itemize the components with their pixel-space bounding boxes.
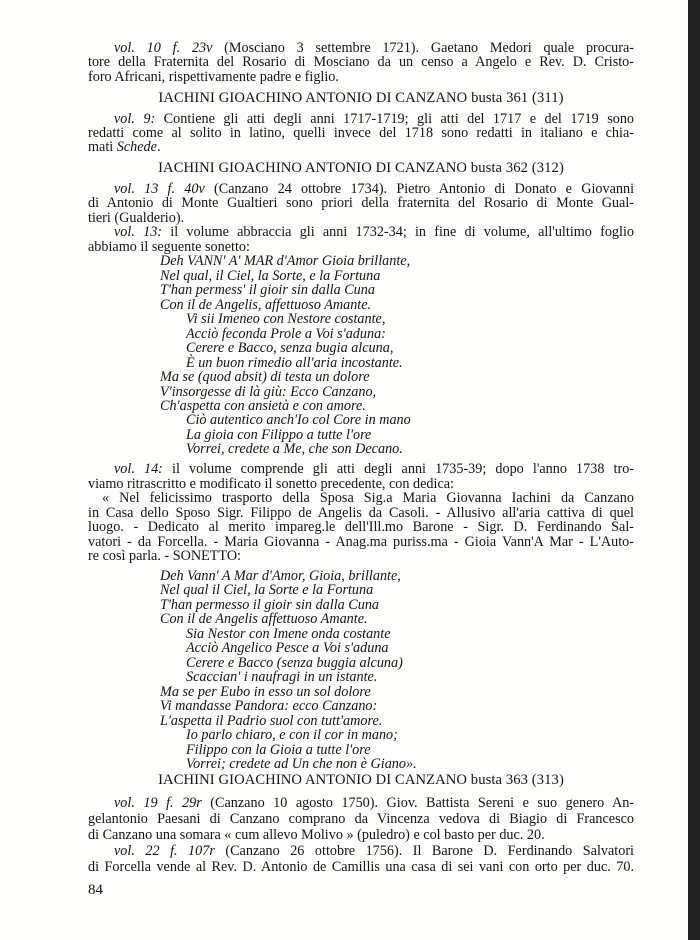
text-line: di Forcella vende al Rev. D. Antonio de Camillis una casa di sei vani con orto per duc. 70. <box>88 859 634 875</box>
poem-line: L'aspetta il Padrio suol con tutt'amore. <box>160 712 383 729</box>
volume-reference: vol. 19 f. 29r <box>114 795 202 811</box>
text-line: di Canzano una somara « cum allevo Molivo » (puledro) e col basto per duc. 20. <box>88 827 545 843</box>
section-heading: IACHINI GIOACHINO ANTONIO DI CANZANO busta 362 (312) <box>158 160 564 177</box>
section-heading: IACHINI GIOACHINO ANTONIO DI CANZANO busta 361 (311) <box>158 89 564 106</box>
text-line: vol. 9: Contiene gli atti degli anni 1717-1719; gli atti del 1717 e del 1719 sono <box>114 110 635 127</box>
text-line: in Casa dello Sposo Sigr. Filippo de Angelis da Casoli. - Allusivo all'aria cattiva di quel <box>88 504 634 521</box>
text-line: tieri (Gualderio). <box>88 209 185 226</box>
volume-reference: vol. 9: <box>114 110 156 127</box>
poem-line: Vorrei, credete a Me, che son Decano. <box>186 441 403 458</box>
poem-line: Con il de Angelis affettuoso Amante. <box>160 611 368 628</box>
text-line: vol. 14: il volume comprende gli atti degli anni 1735-39; dopo l'anno 1738 tro- <box>114 461 635 478</box>
poem-line: Deh VANN' A' MAR d'Amor Gioia brillante, <box>160 253 411 270</box>
text-line: mati Schede. <box>88 139 161 156</box>
poem-line: Con il de Angelis, affettuoso Amante. <box>160 296 372 313</box>
text-line: di Antonio di Monte Gualtieri sono priori della fraternita del Rosario di Monte Gual- <box>88 195 634 212</box>
section-heading: IACHINI GIOACHINO ANTONIO DI CANZANO busta 363 (313) <box>158 772 564 788</box>
page-edge-shadow <box>688 0 700 940</box>
poem-line: Sia Nestor con Imene onda costante <box>186 625 391 642</box>
poem-line: Vorrei; credete ad Un che non è Giano». <box>186 756 417 772</box>
volume-reference: vol. 10 f. 23v <box>114 40 213 56</box>
poem-line: V'insorgesse di là giù: Ecco Canzano, <box>160 383 377 400</box>
volume-reference: vol. 13: <box>114 224 163 241</box>
poem-line: È un buon rimedio all'aria incostante. <box>186 354 403 371</box>
poem-line: Ma se (quod absit) di testa un dolore <box>160 369 370 386</box>
poem-line: Ma se per Eubo in esso un sol dolore <box>160 683 371 700</box>
text-line: redatti come al solito in latino, quelli invece del 1718 sono redatti in italiano e chia- <box>88 124 634 141</box>
poem-line: Io parlo chiaro, e con il cor in mano; <box>186 727 398 744</box>
poem-line: Nel qual, il Ciel, la Sorte, e la Fortuna <box>160 267 381 284</box>
poem-line: La gioia con Filippo a tutte l'ore <box>186 426 372 443</box>
volume-reference: vol. 14: <box>114 461 163 478</box>
text-line: vol. 22 f. 107r (Canzano 26 ottobre 1756). Il Barone D. Ferdinando Salvatori <box>114 843 634 859</box>
page-number: 84 <box>88 882 103 898</box>
text-line: re così parla. - SONETTO: <box>88 548 242 565</box>
text-line: luogo. - Dedicato al merito impareg.le dell'Ill.mo Barone - Sigr. D. Ferdinando Sal- <box>88 519 634 536</box>
poem-line: Vi mandasse Pandora: ecco Canzano: <box>160 698 378 715</box>
text-line: vol. 13: il volume abbraccia gli anni 1732-34; in fine di volume, all'ultimo foglio <box>114 224 634 241</box>
text-line: vol. 19 f. 29r (Canzano 10 agosto 1750). Giov. Battista Sereni e suo genero An- <box>114 795 635 811</box>
text-line: abbiamo il seguente sonetto: <box>88 238 250 255</box>
text-line: foro Africani, rispettivamente padre e figlio. <box>88 68 339 85</box>
poem-line: Cerere e Bacco (senza buggia alcuna) <box>186 654 403 671</box>
text-line: viamo ritrascritto e modificato il sonetto precedente, con dedica: <box>88 475 454 492</box>
text-line: tore della Fraternita del Rosario di Mosciano da un censo a Angelo e Rev. D. Cristo- <box>88 54 634 71</box>
poem-line: Filippo con la Gioia a tutte l'ore <box>186 741 371 758</box>
poem-line: Acciò feconda Prole a Voi s'aduna: <box>186 325 386 342</box>
poem-line: Deh Vann' A Mar d'Amor, Gioia, brillante, <box>160 567 401 584</box>
poem-line: T'han permesso il gioir sin dalla Cuna <box>160 596 380 613</box>
poem-line: Scaccian' i naufragi in un istante. <box>186 669 378 686</box>
text-line: vol. 10 f. 23v (Mosciano 3 settembre 1721). Gaetano Medori quale procura- <box>114 40 635 56</box>
poem-line: Ciò autentico anch'Io col Core in mano <box>186 412 411 429</box>
poem-line: Cerere e Bacco, senza bugia alcuna, <box>186 340 394 357</box>
poem-line: Acciò Angelico Pesce a Voi s'aduna <box>186 640 389 657</box>
text-line: vol. 13 f. 40v (Canzano 24 ottobre 1734). Pietro Antonio di Donato e Giovanni <box>114 181 635 198</box>
poem-line: Ch'aspetta con ansietà e con amore. <box>160 398 366 414</box>
volume-reference: vol. 13 f. 40v <box>114 181 205 198</box>
poem-line: T'han permess' il gioir sin dalla Cuna <box>160 282 375 299</box>
poem-line: Nel qual il Ciel, la Sorte e la Fortuna <box>160 582 374 599</box>
text-line: « Nel felicissimo trasporto della Sposa Sig.a Maria Giovanna Iachini da Canzano <box>102 490 634 507</box>
volume-reference: vol. 22 f. 107r <box>114 843 215 859</box>
poem-line: Vi sii Imeneo con Nestore costante, <box>186 311 386 328</box>
text-line: gelantonio Paesani di Canzano comprano da Vincenza vedova di Biagio di Francesco <box>88 811 634 827</box>
text-line: vatori - da Forcella. - Maria Giovanna - Anag.ma puriss.ma - Gioia Vann'A Mar - L'Auto- <box>88 533 634 550</box>
